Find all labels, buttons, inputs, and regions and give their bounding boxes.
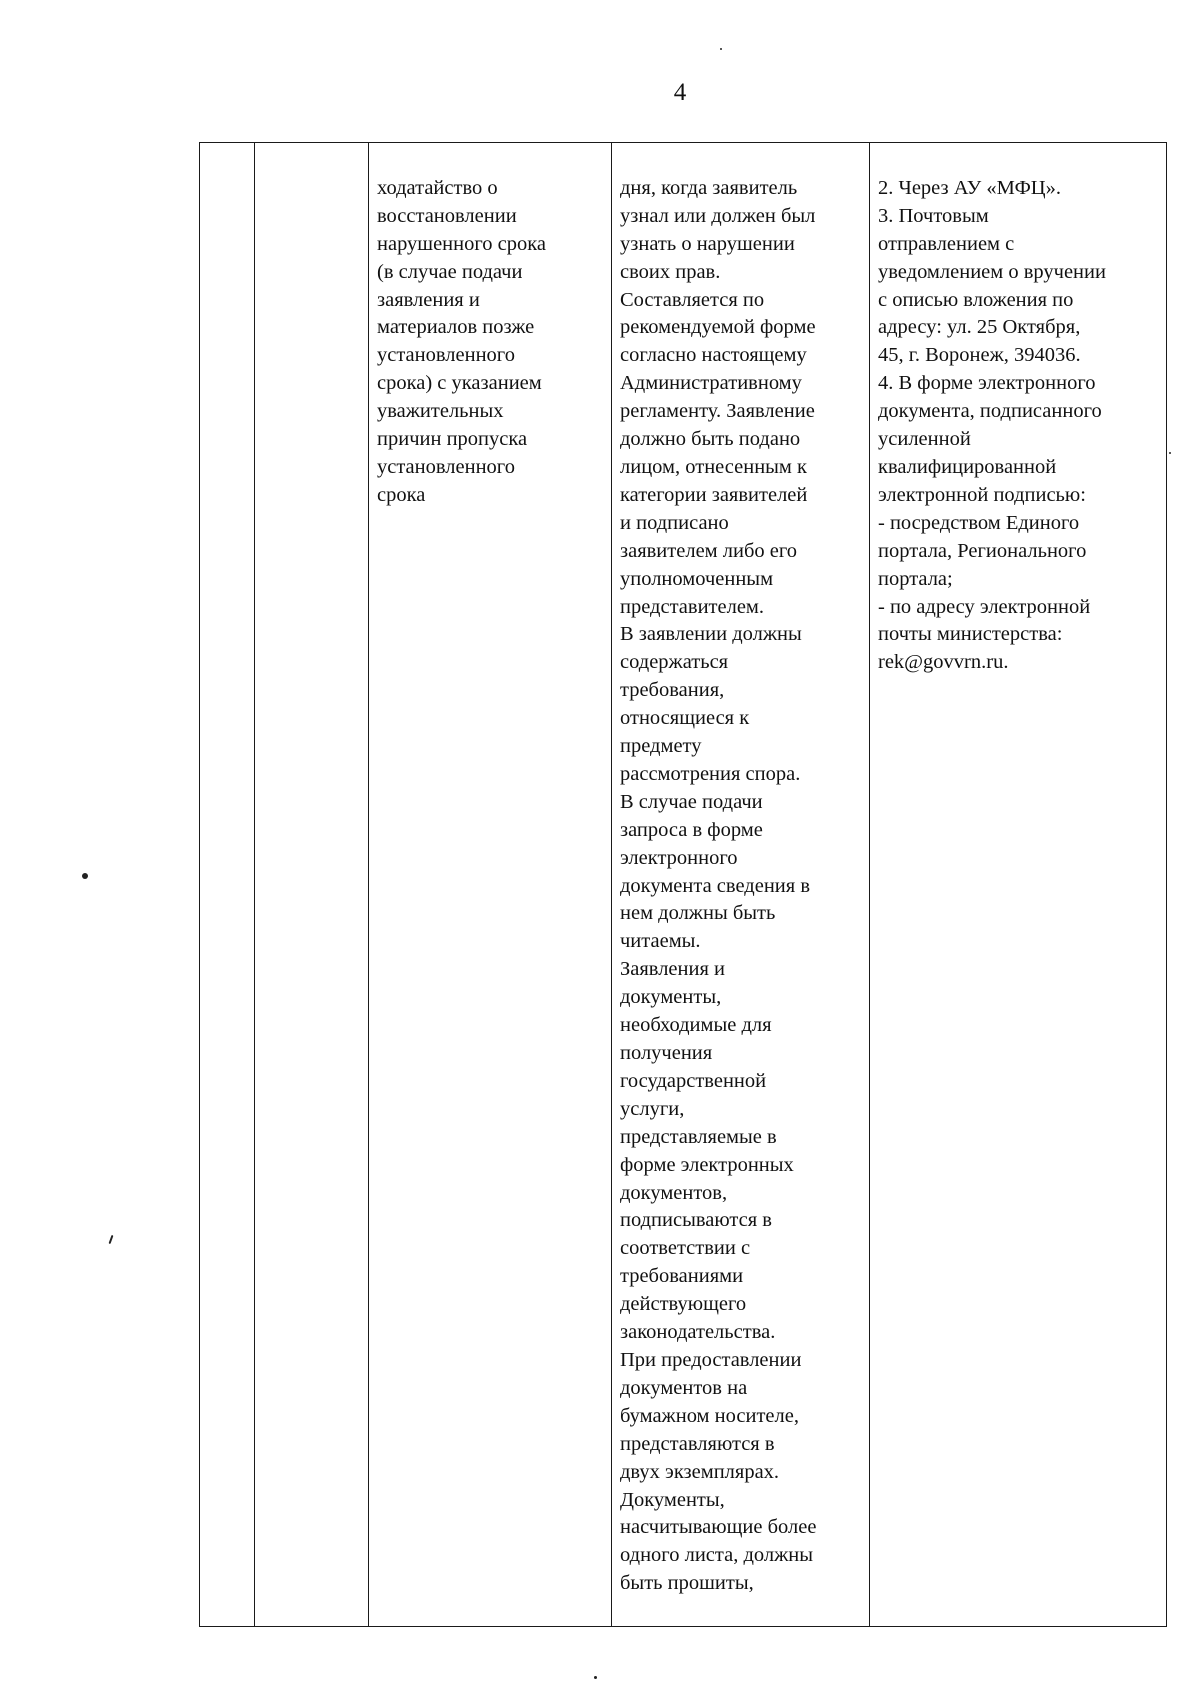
table-row bbox=[200, 143, 1167, 1627]
table-cell-submission-methods bbox=[870, 143, 1167, 1627]
scan-speck bbox=[82, 873, 88, 879]
table-cell-number bbox=[200, 143, 255, 1627]
scan-speck bbox=[594, 1676, 597, 1679]
cell-text-col5: 2. Через АУ «МФЦ». 3. Почтовым отправлением с уведомлением о вручении с описью вложения по адресу: ул. 25 Октября, 45, г. Воронеж, 394036. 4. В форме электронного документа, подписанного усиленной квалифицированной электронной подписью: - посредством Единого портала, Регионального портала; - по адресу электронной почты министерства: rek@govvrn.ru. bbox=[878, 176, 1106, 674]
page-number: 4 bbox=[673, 79, 687, 106]
scan-speck bbox=[1169, 452, 1171, 454]
scan-speck bbox=[109, 1235, 114, 1244]
table-cell-name bbox=[255, 143, 369, 1627]
table-cell-requirements bbox=[612, 143, 870, 1627]
cell-text-col3: ходатайство о восстановлении нарушенного срока (в случае подачи заявления и материалов позже установленного срока) с указанием уважительных причин пропуска установленного срока bbox=[377, 176, 546, 506]
table-cell-documents bbox=[369, 143, 612, 1627]
regulation-table bbox=[199, 142, 1167, 1627]
scan-speck bbox=[720, 48, 722, 50]
cell-text-col4: дня, когда заявитель узнал или должен был узнать о нарушении своих прав. Составляется по рекомендуемой форме согласно настоящему Административному регламенту. Заявление должно быть подано лицом, отнесенным к категории заявителей и подписано заявителем либо его уполномоченным представителем. В заявлении должны содержаться требования, относящиеся к предмету рассмотрения спора. В случае подачи запроса в форме электронного документа сведения в нем должны быть читаемы. Заявления и документы, необходимые для получения государственной услуги, представляемые в форме электронных документов, подписываются в соответствии с требованиями действующего законодательства. При предоставлении документов на бумажном носителе, представляются в двух экземплярах. Документы, насчитывающие более одного листа, должны быть прошиты, bbox=[620, 176, 817, 1595]
